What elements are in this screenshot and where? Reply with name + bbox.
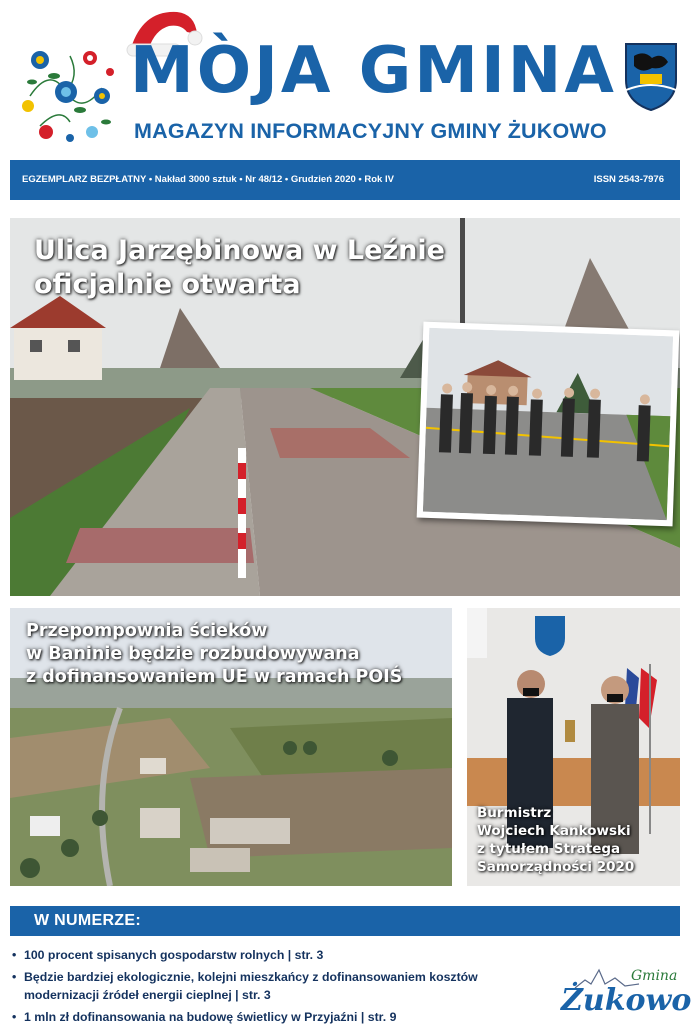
main-headline-line1: Ulica Jarzębinowa w Leźnie xyxy=(34,235,445,266)
magazine-subtitle: MAGAZYN INFORMACYJNY GMINY ŻUKOWO xyxy=(134,119,607,143)
main-headline-line2: oficjalnie otwarta xyxy=(34,269,301,300)
mayor-award-headline xyxy=(477,804,677,876)
kashubian-folk-ornament xyxy=(10,36,122,148)
pump-headline-line1: Przepompownia ścieków xyxy=(26,621,268,641)
main-article-photo[interactable] xyxy=(10,218,680,596)
toc-item[interactable]: • Będzie bardziej ekologicznie, kolejni mieszkańcy z dofinansowaniem kosztów modernizacji źródeł energii cieplnej | str. 3 xyxy=(10,968,550,1004)
mayor-headline-line2: Wojciech Kankowski xyxy=(477,823,631,839)
issue-info-bar xyxy=(10,160,680,200)
in-this-issue-header: W NUMERZE: xyxy=(10,906,680,936)
mayor-headline-line1: Burmistrz xyxy=(477,805,552,821)
magazine-title: MÒJA GMINA xyxy=(130,34,617,108)
in-this-issue-list xyxy=(10,946,550,1030)
mayor-headline-line3: z tytułem Stratega xyxy=(477,841,621,857)
coat-of-arms-icon xyxy=(622,40,680,112)
ribbon-cutting-inset-photo xyxy=(417,322,680,527)
logo-word-gmina: Gmina xyxy=(631,968,678,984)
pump-station-article-photo[interactable] xyxy=(10,608,452,886)
pump-station-headline xyxy=(26,620,452,689)
mayor-headline-line4: Samorządności 2020 xyxy=(477,859,635,875)
logo-word-zukowo: Żukowo xyxy=(561,983,692,1018)
main-article-headline xyxy=(34,234,474,302)
issn-number: ISSN 2543-7976 xyxy=(593,174,664,185)
mayor-award-article-photo[interactable] xyxy=(467,608,680,886)
gmina-zukowo-logo xyxy=(555,958,695,1020)
pump-headline-line2: w Baninie będzie rozbudowywana xyxy=(26,644,360,664)
ribbon-cutting-illustration xyxy=(423,328,673,520)
issue-details: EGZEMPLARZ BEZPŁATNY • Nakład 3000 sztuk • Nr 48/12 • Grudzień 2020 • Rok IV xyxy=(22,174,394,185)
pump-headline-line3: z dofinansowaniem UE w ramach POIŚ xyxy=(26,667,403,687)
toc-item[interactable]: • 100 procent spisanych gospodarstw rolnych | str. 3 xyxy=(10,946,550,964)
toc-item[interactable]: • 1 mln zł dofinansowania na budowę świetlicy w Przyjaźni | str. 9 xyxy=(10,1008,550,1026)
